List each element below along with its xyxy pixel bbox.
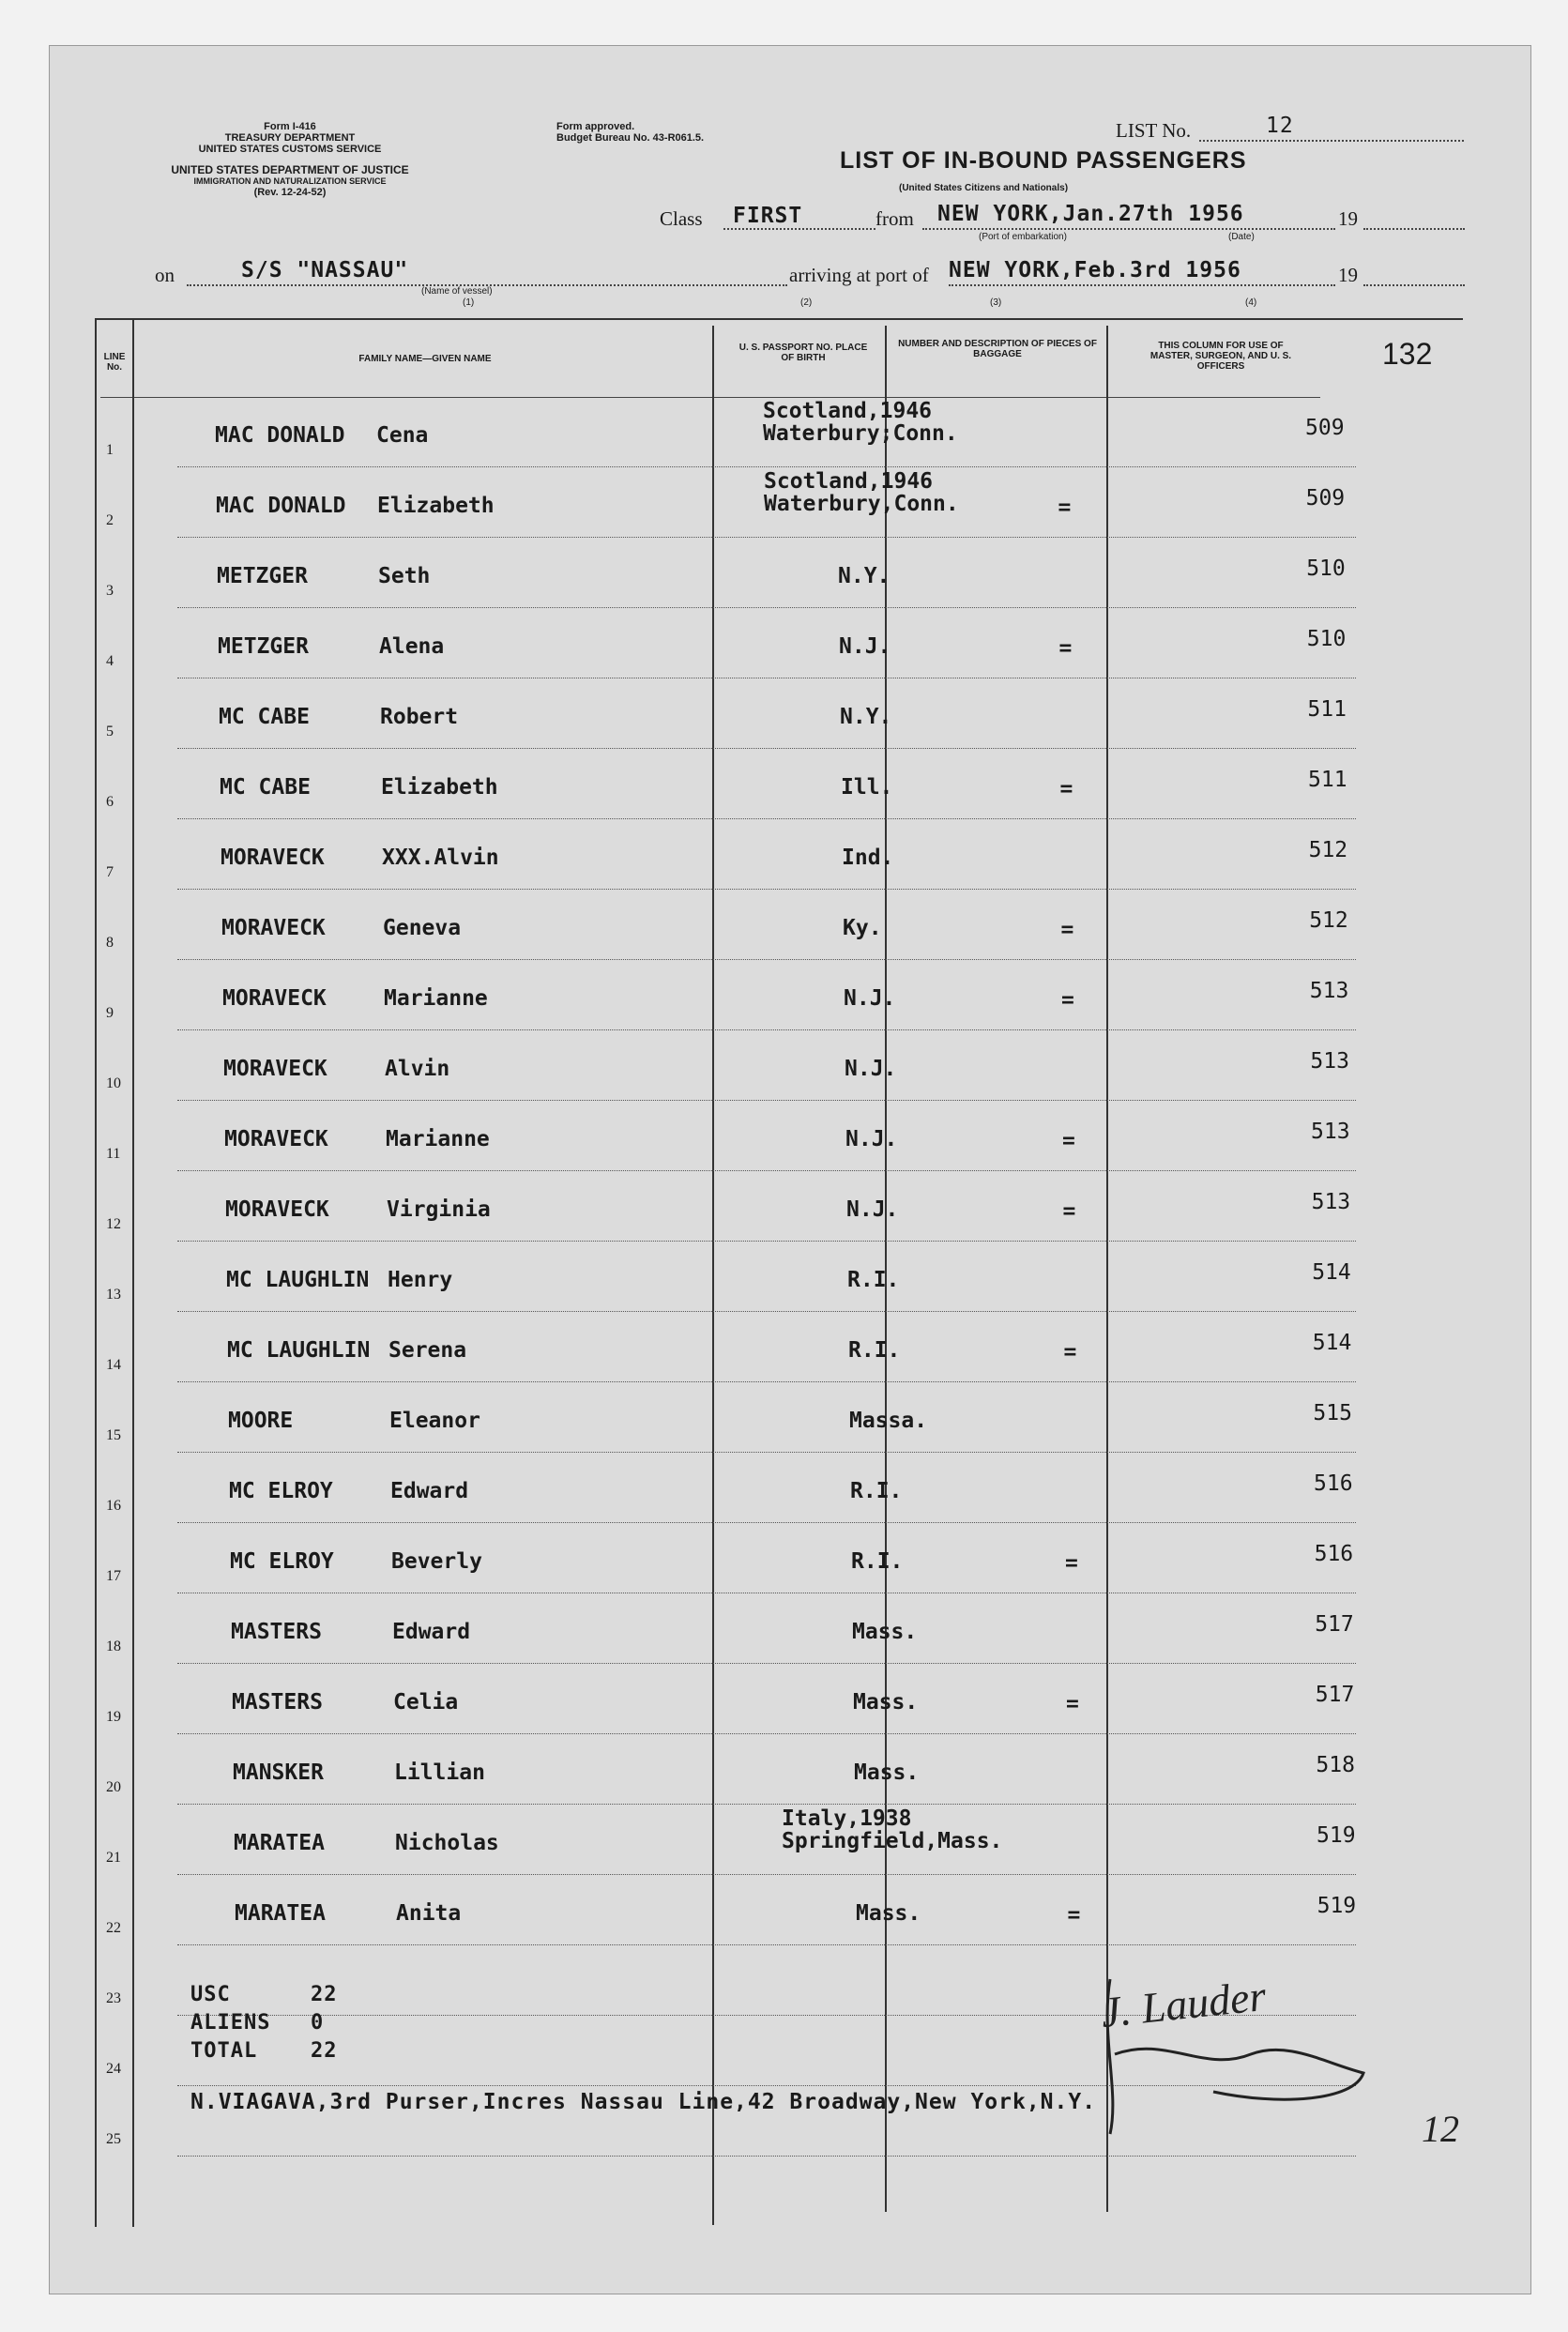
- approval-block: [556, 121, 704, 144]
- line-number: 4: [106, 653, 114, 669]
- birthplace-country: Scotland,1946: [764, 469, 934, 494]
- officer-number: 518: [1316, 1753, 1355, 1777]
- officer-number: 510: [1306, 627, 1347, 651]
- form-number: Form I-416: [264, 121, 316, 132]
- given-name: Elizabeth: [377, 494, 495, 518]
- family-name: MORAVECK: [222, 986, 327, 1011]
- table-row: [95, 819, 1463, 890]
- family-name: MANSKER: [233, 1760, 324, 1785]
- passenger-list-sheet: [49, 45, 1531, 2294]
- aliens-label: ALIENS: [190, 2011, 271, 2035]
- baggage-ditto: =: [1058, 495, 1072, 520]
- table-top-rule: [95, 318, 1463, 320]
- family-name: MORAVECK: [224, 1127, 328, 1151]
- vessel-name: S/S "NASSAU": [241, 258, 409, 282]
- table-row: [95, 1734, 1463, 1805]
- family-name: MOORE: [228, 1409, 294, 1433]
- birthplace: R.I.: [851, 1549, 904, 1574]
- aliens-row: [190, 2009, 338, 2037]
- line-number: 11: [106, 1146, 121, 1162]
- baggage-ditto: =: [1058, 636, 1073, 661]
- baggage-ditto: =: [1062, 1129, 1075, 1153]
- table-row: [95, 749, 1463, 819]
- birthplace: Mass.: [853, 1690, 919, 1715]
- table-row: [95, 538, 1463, 608]
- birthplace: Massa.: [849, 1409, 928, 1433]
- usc-value: 22: [311, 1983, 338, 2006]
- line-number: 13: [106, 1287, 121, 1303]
- line-number: 21: [106, 1850, 121, 1866]
- birthplace: N.J.: [845, 1127, 898, 1151]
- table-row: [95, 1664, 1463, 1734]
- birthplace: Mass.: [856, 1901, 921, 1926]
- table-row: [95, 1030, 1463, 1101]
- table-row: [95, 1171, 1463, 1242]
- birthplace: N.J.: [839, 634, 891, 659]
- table-row: [95, 467, 1463, 538]
- budget-bureau: Budget Bureau No. 43-R061.5.: [556, 132, 705, 144]
- port-embark-caption: (Port of embarkation): [979, 232, 1067, 242]
- line-number: 1: [106, 442, 114, 458]
- family-name: MASTERS: [231, 1620, 322, 1644]
- header-line-no: LINE No.: [103, 352, 126, 373]
- birthplace: N.Y.: [840, 705, 892, 729]
- class-label: Class: [660, 207, 703, 230]
- table-row: [95, 1242, 1463, 1312]
- form-title: LIST OF IN-BOUND PASSENGERS: [840, 147, 1247, 174]
- line-number: 7: [106, 864, 114, 880]
- table-row: [95, 397, 1463, 467]
- customs-service: UNITED STATES CUSTOMS SERVICE: [198, 144, 382, 155]
- line-number: 9: [106, 1005, 114, 1021]
- from-year-underline: [1363, 228, 1465, 230]
- given-name: XXX.Alvin: [382, 846, 499, 870]
- birthplace: Waterbury,Conn.: [764, 492, 959, 516]
- arriving-label: arriving at port of: [789, 264, 929, 286]
- family-name: MC CABE: [220, 775, 311, 800]
- table-row: [95, 678, 1463, 749]
- baggage-ditto: =: [1066, 1692, 1079, 1716]
- total-label: TOTAL: [190, 2039, 258, 2063]
- officer-number: 511: [1308, 768, 1347, 792]
- officer-number: 511: [1307, 697, 1347, 722]
- line-number: 5: [106, 724, 114, 739]
- vessel-column-number: (1): [463, 297, 475, 308]
- line-number: 14: [106, 1357, 121, 1373]
- department-block: [140, 121, 440, 155]
- family-name: MORAVECK: [221, 916, 326, 940]
- line-number: 3: [106, 583, 114, 599]
- table-row: [95, 1312, 1463, 1382]
- given-name: Anita: [396, 1901, 462, 1926]
- line-number: 16: [106, 1498, 121, 1514]
- birthplace-country: Scotland,1946: [763, 399, 933, 423]
- officer-number: 515: [1313, 1401, 1352, 1425]
- family-name: MC ELROY: [230, 1549, 334, 1574]
- page-number: 132: [1382, 337, 1433, 371]
- given-name: Nicholas: [395, 1831, 499, 1855]
- table-row: [95, 1875, 1463, 1945]
- line-number: 20: [106, 1779, 121, 1795]
- justice-block: [140, 164, 440, 198]
- baggage-ditto: =: [1063, 1340, 1077, 1364]
- family-name: MASTERS: [232, 1690, 323, 1715]
- officer-number: 509: [1305, 416, 1345, 440]
- birthplace-country: Italy,1938: [782, 1806, 912, 1831]
- family-name: MORAVECK: [225, 1197, 329, 1222]
- officer-number: 516: [1314, 1471, 1353, 1496]
- officer-number: 513: [1310, 1049, 1349, 1074]
- officer-number: 509: [1305, 486, 1346, 511]
- given-name: Beverly: [391, 1549, 482, 1574]
- given-name: Seth: [378, 564, 431, 588]
- family-name: METZGER: [217, 564, 308, 588]
- row-divider: [177, 2156, 1356, 2157]
- table-row: [95, 1523, 1463, 1593]
- officer-number: 516: [1314, 1542, 1354, 1566]
- birthplace: Springfield,Mass.: [782, 1829, 1003, 1853]
- given-name: Cena: [376, 423, 429, 448]
- totals-block: [190, 1981, 338, 2065]
- birthplace: N.J.: [844, 986, 896, 1011]
- arriving-year-suffix: 19: [1338, 264, 1358, 286]
- line-number: 8: [106, 935, 114, 951]
- officer-number: 517: [1315, 1683, 1355, 1707]
- line-number: 17: [106, 1568, 121, 1584]
- class-underline: [723, 228, 875, 230]
- birthplace: N.Y.: [838, 564, 891, 588]
- given-name: Henry: [388, 1268, 453, 1292]
- column-number-4: (4): [1245, 297, 1257, 308]
- revision-date: (Rev. 12-24-52): [253, 187, 327, 198]
- line-number: 23: [106, 1990, 121, 2006]
- baggage-ditto: =: [1065, 1551, 1078, 1576]
- class-value: FIRST: [733, 204, 803, 228]
- birthplace: R.I.: [848, 1338, 901, 1363]
- line-number: 24: [106, 2061, 121, 2077]
- birthplace: R.I.: [850, 1479, 903, 1503]
- column-number-3: (3): [990, 297, 1002, 308]
- immigration-service: IMMIGRATION AND NATURALIZATION SERVICE: [193, 176, 387, 186]
- officer-number: 512: [1309, 908, 1348, 933]
- total-row: [190, 2037, 338, 2065]
- aliens-value: 0: [311, 2011, 325, 2035]
- baggage-ditto: =: [1059, 777, 1073, 801]
- table-row: [95, 1382, 1463, 1453]
- usc-row: [190, 1981, 338, 2009]
- arriving-value: NEW YORK,Feb.3rd 1956: [949, 258, 1241, 282]
- baggage-ditto: =: [1060, 918, 1074, 942]
- baggage-ditto: =: [1061, 988, 1074, 1013]
- birthplace: N.J.: [846, 1197, 899, 1222]
- family-name: MORAVECK: [223, 1057, 327, 1081]
- given-name: Eleanor: [389, 1409, 480, 1433]
- birthplace: Mass.: [854, 1760, 920, 1785]
- table-row: [95, 1101, 1463, 1171]
- line-number: 6: [106, 794, 114, 810]
- given-name: Alvin: [385, 1057, 450, 1081]
- purser-line: N.VIAGAVA,3rd Purser,Incres Nassau Line,42 Broadway,New York,N.Y.: [190, 2090, 1097, 2114]
- from-label: from: [875, 207, 914, 230]
- line-number: 15: [106, 1427, 121, 1443]
- table-row: [95, 608, 1463, 678]
- officer-number: 513: [1309, 979, 1349, 1003]
- treasury-department: TREASURY DEPARTMENT: [224, 132, 356, 144]
- given-name: Serena: [388, 1338, 467, 1363]
- birthplace: R.I.: [847, 1268, 900, 1292]
- officer-number: 513: [1311, 1190, 1351, 1214]
- list-no-underline: [1199, 140, 1464, 142]
- header-name: FAMILY NAME—GIVEN NAME: [358, 354, 492, 364]
- family-name: MAC DONALD: [216, 494, 346, 518]
- birthplace: Waterbury;Conn.: [763, 421, 958, 446]
- arriving-year-underline: [1363, 284, 1465, 286]
- signature-flourish: [1091, 1951, 1373, 2139]
- table-row: [95, 890, 1463, 960]
- officer-number: 514: [1312, 1331, 1352, 1355]
- family-name: MARATEA: [234, 1831, 325, 1855]
- vessel-caption: (Name of vessel): [421, 286, 493, 297]
- given-name: Lillian: [394, 1760, 485, 1785]
- table-row: [95, 1593, 1463, 1664]
- from-value: NEW YORK,Jan.27th 1956: [937, 202, 1244, 226]
- birthplace: Ind.: [842, 846, 894, 870]
- birthplace: Ill.: [841, 775, 893, 800]
- officer-number: 519: [1317, 1823, 1356, 1848]
- arriving-underline: [949, 284, 1335, 286]
- family-name: METZGER: [218, 634, 309, 659]
- given-name: Geneva: [383, 916, 462, 940]
- header-baggage: NUMBER AND DESCRIPTION OF PIECES OF BAGGAGE: [898, 339, 1097, 359]
- line-number: 22: [106, 1920, 121, 1936]
- birthplace: Ky.: [843, 916, 882, 940]
- given-name: Marianne: [386, 1127, 490, 1151]
- line-number: 25: [106, 2131, 121, 2147]
- corner-handwritten-note: 12: [1422, 2108, 1459, 2150]
- birthplace: Mass.: [852, 1620, 918, 1644]
- line-number: 19: [106, 1709, 121, 1725]
- given-name: Alena: [379, 634, 445, 659]
- total-value: 22: [311, 2039, 338, 2063]
- table-row: [95, 960, 1463, 1030]
- family-name: MAC DONALD: [215, 423, 345, 448]
- family-name: MC LAUGHLIN: [227, 1338, 371, 1363]
- officer-number: 519: [1317, 1894, 1357, 1918]
- given-name: Virginia: [387, 1197, 491, 1222]
- officer-number: 517: [1315, 1612, 1354, 1637]
- table-row: [95, 1805, 1463, 1875]
- header-passport: U. S. PASSPORT NO. PLACE OF BIRTH: [738, 343, 868, 363]
- from-underline: [922, 228, 1335, 230]
- family-name: MC ELROY: [229, 1479, 333, 1503]
- given-name: Edward: [390, 1479, 469, 1503]
- list-no-value: 12: [1266, 114, 1294, 138]
- officer-signature: J. Lauder: [1098, 1971, 1269, 2037]
- officer-number: 513: [1311, 1120, 1350, 1144]
- line-number: 2: [106, 512, 114, 528]
- header-officers: THIS COLUMN FOR USE OF MASTER, SURGEON, AND U. S. OFFICERS: [1149, 341, 1292, 372]
- given-name: Elizabeth: [381, 775, 498, 800]
- on-label: on: [155, 264, 175, 286]
- justice-department: UNITED STATES DEPARTMENT OF JUSTICE: [171, 163, 409, 176]
- table-row: [95, 1453, 1463, 1523]
- given-name: Celia: [393, 1690, 459, 1715]
- given-name: Robert: [380, 705, 459, 729]
- line-number: 12: [106, 1216, 121, 1232]
- form-subtitle: (United States Citizens and Nationals): [899, 183, 1069, 193]
- birthplace: N.J.: [845, 1057, 897, 1081]
- form-approved: Form approved.: [556, 121, 635, 132]
- list-no-label: LIST No.: [1116, 119, 1192, 142]
- given-name: Marianne: [384, 986, 488, 1011]
- usc-label: USC: [190, 1983, 231, 2006]
- line-number: 10: [106, 1075, 121, 1091]
- column-number-2: (2): [800, 297, 813, 308]
- given-name: Edward: [392, 1620, 471, 1644]
- officer-number: 510: [1306, 556, 1346, 581]
- family-name: MC CABE: [219, 705, 310, 729]
- date-caption: (Date): [1228, 232, 1255, 242]
- officer-number: 512: [1308, 838, 1348, 862]
- baggage-ditto: =: [1062, 1199, 1076, 1224]
- from-year-suffix: 19: [1338, 207, 1358, 230]
- line-number: 18: [106, 1638, 121, 1654]
- family-name: MC LAUGHLIN: [226, 1268, 370, 1292]
- baggage-ditto: =: [1067, 1903, 1081, 1928]
- family-name: MORAVECK: [221, 846, 325, 870]
- officer-number: 514: [1312, 1260, 1351, 1285]
- family-name: MARATEA: [235, 1901, 326, 1926]
